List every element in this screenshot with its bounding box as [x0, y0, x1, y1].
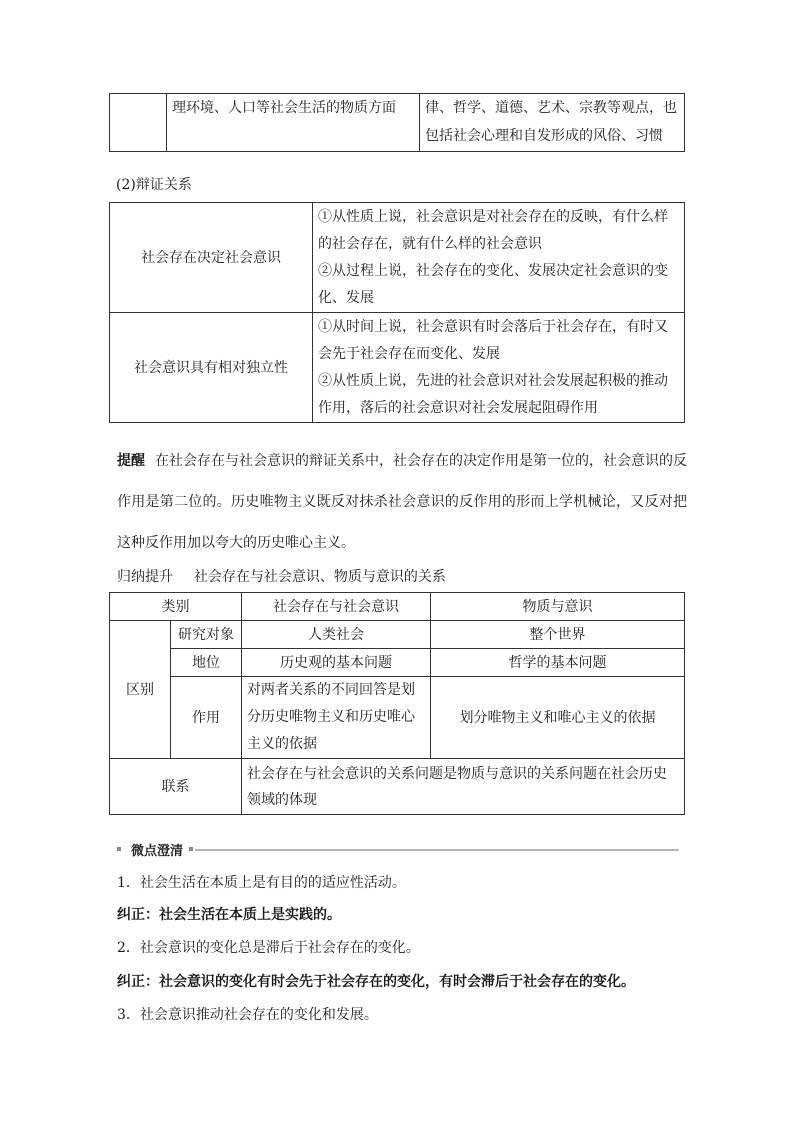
- row-material-value: 整个世界: [431, 621, 685, 649]
- summary-label: 归纳提升: [117, 569, 173, 585]
- table-row-label: 社会意识具有相对独立性: [110, 313, 313, 423]
- row-name: 研究对象: [171, 621, 242, 649]
- divider: [195, 849, 679, 851]
- link-label: 联系: [110, 759, 242, 815]
- section-title: (2)辩证关系: [116, 177, 192, 193]
- row-social-value: 人类社会: [242, 621, 431, 649]
- link-text: 社会存在与社会意识的关系问题是物质与意识的关系问题在社会历史领域的体现: [242, 759, 685, 815]
- row-social-value: 对两者关系的不同回答是划分历史唯物主义和历史唯心主义的依据: [242, 677, 431, 759]
- content-line: ①从性质上说，社会意识是对社会存在的反映，有什么样的社会存在，就有什么样的社会意识: [318, 208, 668, 252]
- tip-text: 在社会存在与社会意识的辩证关系中，社会存在的决定作用是第一位的，社会意识的反作用是第二位的。历史唯物主义既反对抹杀社会意识的反作用的形而上学机械论，又反对把这种反作用加以夸大的历史唯心主义。: [117, 453, 687, 551]
- table-cell-empty: [110, 94, 167, 152]
- header-category: 类别: [110, 593, 242, 621]
- micro-item: 1．社会生活在本质上是有目的的适应性活动。: [117, 875, 406, 891]
- header-material: 物质与意识: [431, 593, 685, 621]
- table-row-label: 社会存在决定社会意识: [110, 203, 313, 313]
- content-line: ②从过程上说，社会存在的变化、发展决定社会意识的变化、发展: [318, 262, 668, 306]
- tip-paragraph: [117, 441, 687, 564]
- table-continuation: [109, 93, 685, 152]
- tip-keyword: 提醒: [117, 453, 145, 469]
- table-cell-material: 理环境、人口等社会生活的物质方面: [167, 94, 420, 152]
- bullet-icon: [189, 847, 193, 851]
- dialectical-table: [109, 202, 685, 423]
- comparison-table: [109, 592, 685, 815]
- micro-correction: 纠正：社会生活在本质上是实践的。: [117, 907, 341, 923]
- summary-title: 社会存在与社会意识、物质与意识的关系: [193, 569, 446, 585]
- micro-item: 3．社会意识推动社会存在的变化和发展。: [117, 1007, 378, 1023]
- micro-title: 微点澄清: [131, 844, 184, 859]
- row-material-value: 划分唯物主义和唯心主义的依据: [431, 677, 685, 759]
- content-line: ②从性质上说，先进的社会意识对社会发展起积极的推动作用，落后的社会意识对社会发展起阻碍作用: [318, 372, 668, 416]
- row-social-value: 历史观的基本问题: [242, 649, 431, 677]
- diff-label: 区别: [110, 621, 171, 759]
- content-line: ①从时间上说，社会意识有时会落后于社会存在，有时又会先于社会存在而变化、发展: [318, 318, 668, 362]
- table-row-content: [313, 203, 685, 313]
- micro-correction: 纠正：社会意识的变化有时会先于社会存在的变化，有时会滞后于社会存在的变化。: [117, 974, 635, 990]
- row-name: 作用: [171, 677, 242, 759]
- table-row-content: [313, 313, 685, 423]
- header-social: 社会存在与社会意识: [242, 593, 431, 621]
- row-name: 地位: [171, 649, 242, 677]
- micro-header: [117, 840, 679, 860]
- row-material-value: 哲学的基本问题: [431, 649, 685, 677]
- summary-heading: [117, 566, 446, 586]
- bullet-icon: [117, 847, 121, 851]
- table-cell-ideas: 律、哲学、道德、艺术、宗教等观点，也包括社会心理和自发形成的风俗、习惯: [420, 94, 685, 152]
- micro-item: 2．社会意识的变化总是滞后于社会存在的变化。: [117, 940, 420, 956]
